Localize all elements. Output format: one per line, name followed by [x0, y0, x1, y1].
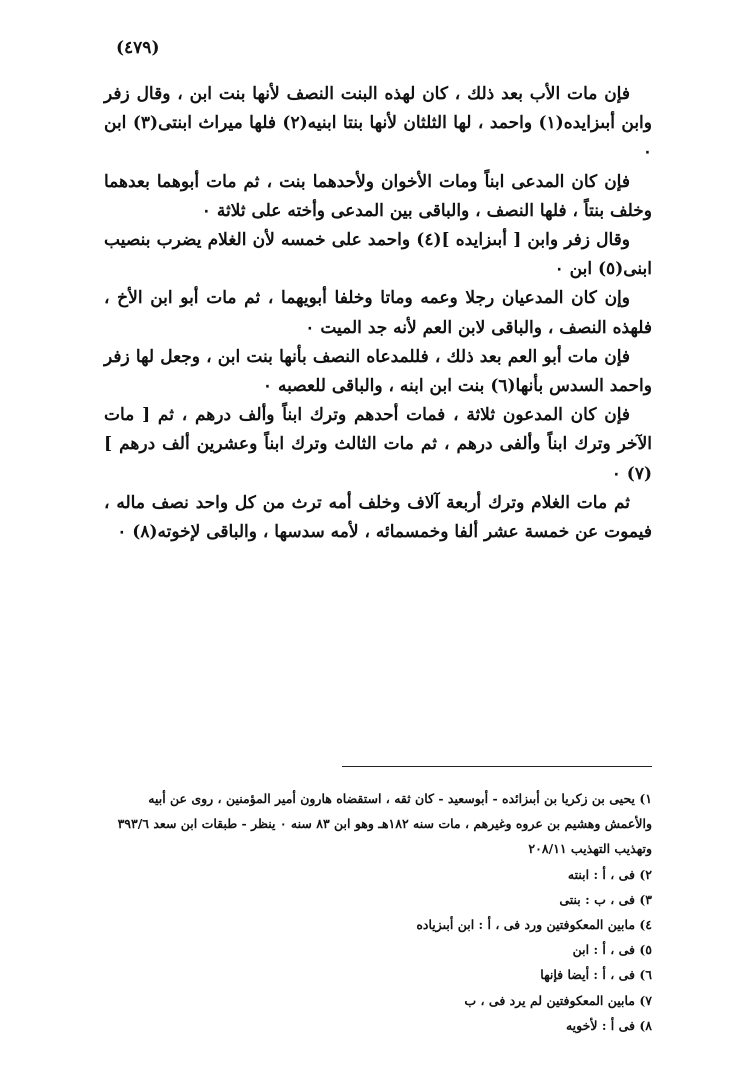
- paragraph: فإن كان المدعى ابناً ومات الأخوان ولأحدهما بنت ، ثم مات أبوهما بعدهما وخلف بنتاً ، فلها النصف ، والباقى بين المدعى وأخته على ثلاثة ٠: [104, 171, 652, 221]
- footnote: ٦) فى ، أ : أيضا فإنها: [540, 967, 652, 983]
- footnote: ٤) مابين المعكوفتين ورد فى ، أ : ابن أبىزياده: [416, 917, 652, 933]
- footnote: ٧) مابين المعكوفتين لم يرد فى ، ب: [464, 992, 652, 1008]
- paragraph: وإن كان المدعيان رجلا وعمه وماتا وخلفا أبويهما ، ثم مات أبو ابن الأخ ، فلهذه النصف ، والباقى لابن العم لأنه جد الميت ٠: [104, 288, 652, 338]
- page-number: (٤٧٩): [116, 38, 160, 58]
- footnote: ٣) فى ، ب : بنتى: [559, 891, 652, 907]
- paragraph: ثم مات الغلام وترك أربعة آلاف وخلف أمه ترث من كل واحد نصف ماله ، فيموت عن خمسة عشر ألفا وخمسمائه ، لأمه سدسها ، والباقى لإخوته(٨) ٠: [104, 492, 652, 543]
- paragraph: وقال زفر وابن [ أبىزايده ](٤) واحمد على خمسه لأن الغلام يضرب بنصيب ابنى(٥) ابن ٠: [104, 230, 652, 280]
- paragraph: فإن كان المدعون ثلاثة ، فمات أحدهم وترك ابناً وألف درهم ، ثم [ مات الآخر وترك ابناً وألفى درهم ، ثم مات الثالث وترك ابناً وعشرين ألف درهم ](٧) ٠: [104, 405, 652, 484]
- footnote: ٢) فى ، أ : ابنته: [567, 866, 652, 882]
- footnote-separator: [342, 766, 652, 767]
- paragraph: فإن مات أبو العم بعد ذلك ، فللمدعاه النصف بأنها بنت ابن ، وجعل لها زفر واحمد السدس بأنها(٦) بنت ابن ابنه ، والباقى للعصبه ٠: [104, 346, 652, 397]
- paragraph: فإن مات الأب بعد ذلك ، كان لهذه البنت النصف لأنها بنت ابن ، وقال زفر وابن أبىزايده(١) واحمد ، لها الثلثان لأنها بنتا ابنيه(٢) فلها ميراث ابنتى(٣) ابن ٠: [104, 84, 652, 163]
- main-text: [104, 80, 652, 547]
- footnote: ٨) فى أ : لأخويه: [565, 1017, 652, 1033]
- footnote: ٥) فى ، أ : ابن: [572, 942, 652, 958]
- footnotes: [104, 786, 652, 1038]
- footnote: ١) يحيى بن زكريا بن أبىزائده - أبوسعيد - كان ثقه ، استقضاه هارون أمير المؤمنين ، روى عن أبيه والأعمش وهشيم بن عروه وغيرهم ، مات سنه ١٨٢هـ وهو ابن ٨٣ سنه ٠ ينظر - طبقات ابن سعد ٣٩٣/٦ وتهذيب التهذيب ٢٠٨/١١: [117, 791, 652, 857]
